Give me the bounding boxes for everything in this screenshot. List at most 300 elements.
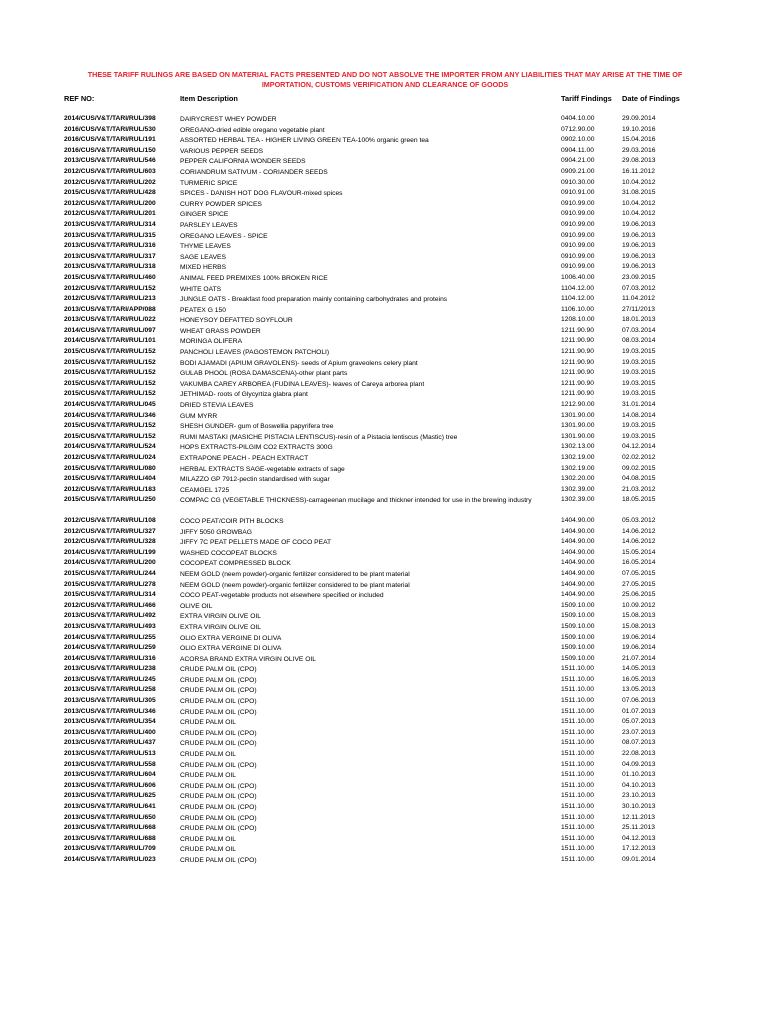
table-row	[0, 633, 768, 644]
table-row	[0, 294, 768, 305]
item-description: COCO PEAT/COIR PITH BLOCKS	[180, 517, 284, 525]
ref-number: 2012/CUS/V&T/TARI/RUL/152	[64, 284, 156, 292]
tariff-code: 1509.10.00	[561, 601, 595, 609]
table-row	[0, 262, 768, 273]
tariff-code: 0910.99.00	[561, 252, 595, 260]
item-description: PARSLEY LEAVES	[180, 221, 238, 229]
item-description: JUNGLE OATS - Breakfast food preparation mainly containing carbohydrates and proteins	[180, 296, 448, 304]
finding-date: 10.04.2012	[622, 199, 656, 207]
table-row	[0, 728, 768, 739]
finding-date: 21.07.2014	[622, 654, 656, 662]
ref-number: 2015/CUS/V&T/TARI/RUL/152	[64, 432, 156, 440]
table-row	[0, 305, 768, 316]
item-description: CRUDE PALM OIL	[180, 751, 236, 759]
ref-number: 2014/CUS/V&T/TARI/RUL/398	[64, 115, 156, 122]
tariff-code: 1301.90.00	[561, 432, 595, 440]
finding-date: 14.06.2012	[622, 527, 656, 535]
table-row	[0, 156, 768, 167]
table-row	[0, 537, 768, 548]
tariff-code: 0910.99.00	[561, 210, 595, 218]
finding-date: 22.08.2013	[622, 750, 656, 758]
finding-date: 16.05.2014	[622, 559, 656, 567]
finding-date: 19.06.2013	[622, 220, 656, 228]
item-description: HONEYSOY DEFATTED SOYFLOUR	[180, 317, 293, 325]
item-description: NEEM GOLD (neem powder)-organic fertilizer considered to be plant material	[180, 570, 410, 578]
item-description: GINGER SPICE	[180, 211, 229, 219]
tariff-code: 1509.10.00	[561, 654, 595, 662]
item-description: CRUDE PALM OIL (CPO)	[180, 687, 257, 695]
finding-date: 25.06.2015	[622, 591, 656, 599]
item-description: PANCHOLI LEAVES (PAGOSTEMON PATCHOLI)	[180, 349, 330, 357]
table-row	[0, 188, 768, 199]
finding-date: 31.01.2014	[622, 401, 656, 409]
ref-number: 2015/CUS/V&T/TARI/RUL/460	[64, 273, 156, 281]
item-description: COMPAC CG (VEGETABLE THICKNESS)-carrageenan mucilage and thickner intended for use in the brewing industry	[180, 497, 532, 505]
finding-date: 18.05.2015	[622, 496, 656, 504]
ref-number: 2014/CUS/V&T/TARI/RUL/316	[64, 654, 156, 662]
item-description: CRUDE PALM OIL (CPO)	[180, 856, 257, 864]
finding-date: 19.06.2013	[622, 231, 656, 239]
table-row	[0, 738, 768, 749]
table-row	[0, 813, 768, 824]
item-description: CRUDE PALM OIL	[180, 719, 236, 727]
tariff-code: 1302.39.00	[561, 485, 595, 493]
finding-date: 18.01.2013	[622, 316, 656, 324]
table-row	[0, 442, 768, 453]
ref-number: 2013/CUS/V&T/TARI/RUL/604	[64, 771, 156, 779]
table-row	[0, 717, 768, 728]
finding-date: 14.06.2012	[622, 538, 656, 546]
table-row	[0, 199, 768, 210]
item-description: ANIMAL FEED PREMIXES 100% BROKEN RICE	[180, 274, 328, 282]
ref-number: 2014/CUS/V&T/TARI/RUL/101	[64, 337, 156, 345]
finding-date: 19.03.2015	[622, 348, 656, 356]
item-description: WASHED COCOPEAT BLOCKS	[180, 549, 277, 557]
item-description: CURRY POWDER SPICES	[180, 200, 262, 208]
item-description: CEAMGEL 1725	[180, 486, 230, 494]
table-row	[0, 770, 768, 781]
finding-date: 05.07.2013	[622, 718, 656, 726]
table-row	[0, 760, 768, 771]
ref-number: 2016/CUS/V&T/TARI/RUL/191	[64, 136, 156, 144]
item-description: CRUDE PALM OIL (CPO)	[180, 804, 257, 811]
finding-date: 02.02.2012	[622, 454, 656, 461]
item-description: MILAZZO GP 7912-pectin standardised with sugar	[180, 476, 330, 484]
table-row	[0, 474, 768, 485]
tariff-code: 1404.90.00	[561, 569, 595, 577]
finding-date: 07.03.2014	[622, 326, 656, 334]
ref-number: 2013/CUS/V&T/TARI/RUL/258	[64, 686, 156, 694]
tariff-code: 0910.99.00	[561, 231, 595, 239]
table-row	[0, 464, 768, 475]
item-description: OLIO EXTRA VERGINE DI OLIVA	[180, 645, 282, 653]
tariff-code: 0904.11.00	[561, 146, 594, 154]
tariff-code: 0404.10.00	[561, 115, 595, 122]
ref-number: 2013/CUS/V&T/TARI/RUL/314	[64, 220, 156, 228]
table-row	[0, 178, 768, 189]
table-row	[0, 855, 768, 866]
tariff-code: 1511.10.00	[561, 728, 594, 736]
table-row	[0, 495, 768, 516]
ref-number: 2013/CUS/V&T/TARI/RUL/400	[64, 728, 156, 736]
item-description: WHEAT GRASS POWDER	[180, 327, 261, 335]
item-description: JETHIMAD- roots of Glycyrtiza glabra plant	[180, 391, 308, 399]
ref-number: 2013/CUS/V&T/TARI/RUL/316	[64, 242, 156, 250]
tariff-code: 1302.13.00	[561, 443, 595, 451]
finding-date: 19.03.2015	[622, 390, 656, 398]
ref-number: 2016/CUS/V&T/TARI/RUL/150	[64, 146, 156, 154]
item-description: EXTRA VIRGIN OLIVE OIL	[180, 623, 262, 631]
finding-date: 09.02.2015	[622, 464, 656, 472]
ref-number: 2013/CUS/V&T/TARI/RUL/546	[64, 157, 156, 165]
item-description: CRUDE PALM OIL (CPO)	[180, 676, 257, 684]
tariff-code: 1302.20.00	[561, 475, 595, 483]
ref-number: 2015/CUS/V&T/TARI/RUL/152	[64, 422, 156, 430]
table-row	[0, 823, 768, 834]
finding-date: 19.06.2014	[622, 633, 656, 641]
table-row	[0, 844, 768, 855]
finding-date: 29.08.2013	[622, 157, 656, 165]
item-description: DAIRYCREST WHEY POWDER	[180, 116, 277, 123]
finding-date: 15.08.2013	[622, 612, 656, 620]
tariff-code: 1211.90.90	[561, 326, 594, 334]
tariff-code: 1404.90.00	[561, 559, 595, 567]
finding-date: 23.09.2015	[622, 273, 656, 281]
ref-number: 2013/CUS/V&T/TARI/RUL/492	[64, 612, 156, 620]
finding-date: 10.04.2012	[622, 178, 656, 186]
finding-date: 07.06.2013	[622, 697, 656, 705]
table-row	[0, 569, 768, 580]
ref-number: 2013/CUS/V&T/TARI/RUL/688	[64, 834, 156, 842]
tariff-code: 1511.10.00	[561, 739, 594, 747]
table-row	[0, 548, 768, 559]
tariff-code: 1509.10.00	[561, 633, 595, 641]
table-row	[0, 167, 768, 178]
tariff-code: 0712.90.00	[561, 125, 595, 133]
tariff-code: 1211.90.90	[561, 379, 594, 387]
item-description: HERBAL EXTRACTS SAGE-vegetable extracts of sage	[180, 465, 345, 473]
ref-number: 2015/CUS/V&T/TARI/RUL/314	[64, 591, 156, 599]
ref-number: 2012/CUS/V&T/TARI/RUL/200	[64, 199, 156, 207]
ref-number: 2013/CUS/V&T/TARI/RUL/493	[64, 622, 156, 630]
tariff-code: 1511.10.00	[561, 718, 594, 726]
tariff-code: 1511.10.00	[561, 665, 594, 673]
table-row	[0, 802, 768, 813]
item-description: JIFFY 7C PEAT PELLETS MADE OF COCO PEAT	[180, 539, 332, 547]
item-description: JIFFY 5050 GROWBAG	[180, 528, 252, 536]
finding-date: 31.08.2015	[622, 189, 656, 197]
finding-date: 16.11.2012	[622, 167, 655, 175]
finding-date: 01.07.2013	[622, 707, 656, 715]
ref-number: 2013/CUS/V&T/TARI/RUL/641	[64, 803, 156, 810]
finding-date: 12.11.2013	[622, 813, 655, 821]
column-header-ref: REF NO:	[64, 94, 95, 103]
tariff-code: 1302.39.00	[561, 496, 595, 504]
finding-date: 15.04.2016	[622, 136, 656, 144]
item-description: CRUDE PALM OIL	[180, 772, 236, 780]
table-row	[0, 379, 768, 390]
ref-number: 2014/CUS/V&T/TARI/RUL/199	[64, 548, 156, 556]
tariff-code: 1302.19.00	[561, 464, 595, 472]
finding-date: 19.06.2013	[622, 263, 656, 271]
finding-date: 08.03.2014	[622, 337, 656, 345]
item-description: CRUDE PALM OIL (CPO)	[180, 825, 257, 833]
ref-number: 2013/CUS/V&T/TARI/RUL/317	[64, 252, 156, 260]
item-description: ACORSA BRAND EXTRA VIRGIN OLIVE OIL	[180, 655, 317, 663]
ref-number: 2015/CUS/V&T/TARI/RUL/152	[64, 369, 156, 377]
finding-date: 17.12.2013	[622, 845, 656, 853]
table-row	[0, 516, 768, 527]
item-description: THYME LEAVES	[180, 243, 231, 251]
item-description: SHESH GUNDER- gum of Boswellia papyrifera tree	[180, 423, 334, 431]
tariff-code: 1511.10.00	[561, 675, 594, 683]
column-header-tariff: Tariff Findings	[561, 94, 612, 103]
finding-date: 16.05.2013	[622, 675, 656, 683]
item-description: SPICES - DANISH HOT DOG FLAVOUR-mixed spices	[180, 190, 343, 198]
ref-number: 2014/CUS/V&T/TARI/RUL/255	[64, 633, 156, 641]
item-description: HOPS EXTRACTS-PILGIM CO2 EXTRACTS 300G	[180, 444, 333, 452]
tariff-code: 0904.21.00	[561, 157, 595, 165]
item-description: MORINGA OLIFERA	[180, 338, 243, 346]
item-description: CRUDE PALM OIL (CPO)	[180, 793, 257, 801]
table-row	[0, 675, 768, 686]
rulings-table	[0, 114, 768, 866]
ref-number: 2015/CUS/V&T/TARI/RUL/404	[64, 475, 156, 483]
finding-date: 04.09.2013	[622, 760, 656, 768]
ref-number: 2013/CUS/V&T/TARI/RUL/346	[64, 707, 156, 715]
tariff-code: 1511.10.00	[561, 697, 594, 705]
item-description: OLIO EXTRA VERGINE DI OLIVA	[180, 634, 282, 642]
table-row	[0, 749, 768, 760]
finding-date: 25.11.2013	[622, 824, 655, 832]
ref-number: 2014/CUS/V&T/TARI/RUL/346	[64, 411, 156, 419]
tariff-code: 1509.10.00	[561, 622, 595, 630]
table-row	[0, 685, 768, 696]
disclaimer-notice: THESE TARIFF RULINGS ARE BASED ON MATERIAL FACTS PRESENTED AND DO NOT ABSOLVE THE IMPORTER FROM ANY LIABILITIES THAT MAY ARISE AT THE TIME OF IMPORTATION, CUSTOMS VERIFICATION AND CLEARANCE OF GOODS	[87, 70, 683, 89]
ref-number: 2014/CUS/V&T/TARI/RUL/200	[64, 559, 156, 567]
ref-number: 2013/CUS/V&T/TARI/RUL/318	[64, 263, 156, 271]
item-description: CORIANDRUM SATIVUM - CORIANDER SEEDS	[180, 168, 328, 176]
table-row	[0, 781, 768, 792]
item-description: COCO PEAT-vegetable products not elsewhere specified or included	[180, 592, 384, 600]
item-description: PEATEX G 150	[180, 306, 226, 314]
tariff-code: 1509.10.00	[561, 612, 595, 620]
ref-number: 2012/CUS/V&T/TARI/RUL/328	[64, 538, 156, 546]
tariff-code: 0910.30.00	[561, 178, 595, 186]
finding-date: 27/11/2013	[622, 305, 655, 313]
item-description: CRUDE PALM OIL (CPO)	[180, 729, 257, 737]
ref-number: 2016/CUS/V&T/TARI/RUL/530	[64, 125, 156, 133]
finding-date: 05.03.2012	[622, 516, 656, 524]
table-row	[0, 231, 768, 242]
finding-date: 07.05.2015	[622, 569, 656, 577]
table-row	[0, 432, 768, 443]
ref-number: 2015/CUS/V&T/TARI/RUL/278	[64, 580, 156, 588]
tariff-code: 1302.19.00	[561, 454, 595, 461]
ref-number: 2013/CUS/V&T/TARI/RUL/650	[64, 813, 156, 821]
item-description: PEPPER CALIFORNIA WONDER SEEDS	[180, 158, 306, 166]
finding-date: 04.12.2013	[622, 834, 656, 842]
tariff-code: 1404.90.00	[561, 516, 595, 524]
item-description: TURMERIC SPICE	[180, 179, 238, 187]
tariff-code: 0910.99.00	[561, 199, 595, 207]
ref-number: 2015/CUS/V&T/TARI/RUL/080	[64, 464, 156, 472]
finding-date: 27.05.2015	[622, 580, 656, 588]
ref-number: 2012/CUS/V&T/TARI/RUL/024	[64, 454, 156, 461]
ref-number: 2012/CUS/V&T/TARI/RUL/202	[64, 178, 156, 186]
tariff-code: 1208.10.00	[561, 316, 595, 324]
tariff-code: 1404.90.00	[561, 580, 595, 588]
ref-number: 2013/CUS/V&T/TARI/RUL/668	[64, 824, 156, 832]
item-description: RUMI MASTAKI (MASICHE PISTACIA LENTISCUS)-resin of a Pistacia lentiscus (Mastic) tree	[180, 433, 458, 441]
finding-date: 19.10.2016	[622, 125, 656, 133]
finding-date: 21.03.2012	[622, 485, 656, 493]
tariff-code: 1404.90.00	[561, 548, 595, 556]
ref-number: 2012/CUS/V&T/TARI/RUL/213	[64, 295, 156, 303]
table-row	[0, 252, 768, 263]
table-row	[0, 558, 768, 569]
ref-number: 2012/CUS/V&T/TARI/RUL/201	[64, 210, 156, 218]
table-row	[0, 389, 768, 400]
tariff-code: 1104.12.00	[561, 295, 594, 303]
finding-date: 23.10.2013	[622, 792, 656, 800]
table-row	[0, 580, 768, 591]
tariff-code: 0909.21.00	[561, 167, 595, 175]
finding-date: 15.05.2014	[622, 548, 656, 556]
table-row	[0, 664, 768, 675]
item-description: CRUDE PALM OIL (CPO)	[180, 814, 257, 822]
tariff-code: 1006.40.00	[561, 273, 595, 281]
tariff-code: 1511.10.00	[561, 845, 594, 853]
ref-number: 2014/CUS/V&T/TARI/RUL/097	[64, 326, 156, 334]
table-row	[0, 411, 768, 422]
ref-number: 2012/CUS/V&T/TARI/RUL/466	[64, 601, 156, 609]
ref-number: 2014/CUS/V&T/TARI/RUL/259	[64, 644, 156, 652]
ref-number: 2013/CUS/V&T/TARI/RUL/315	[64, 231, 156, 239]
finding-date: 04.10.2013	[622, 781, 656, 789]
finding-date: 19.03.2015	[622, 379, 656, 387]
tariff-code: 1211.90.90	[561, 358, 594, 366]
ref-number: 2013/CUS/V&T/TARI/RUL/709	[64, 845, 156, 853]
ref-number: 2015/CUS/V&T/TARI/RUL/152	[64, 348, 156, 356]
ref-number: 2013/CUS/V&T/TARI/RUL/305	[64, 697, 156, 705]
item-description: VAKUMBA CAREY ARBOREA (FUDINA LEAVES)- leaves of Careya arborea plant	[180, 380, 425, 388]
ref-number: 2015/CUS/V&T/TARI/RUL/152	[64, 358, 156, 366]
tariff-code: 0910.99.00	[561, 242, 595, 250]
item-description: WHITE OATS	[180, 285, 222, 293]
tariff-code: 1301.90.00	[561, 422, 595, 430]
item-description: CRUDE PALM OIL	[180, 846, 236, 854]
table-row	[0, 654, 768, 665]
table-row	[0, 125, 768, 136]
finding-date: 19.06.2013	[622, 242, 656, 250]
finding-date: 15.08.2013	[622, 622, 656, 630]
finding-date: 14.08.2014	[622, 411, 656, 419]
ref-number: 2013/CUS/V&T/TARI/RUL/245	[64, 675, 156, 683]
item-description: GUM MYRR	[180, 412, 218, 420]
ref-number: 2015/CUS/V&T/TARI/RUL/244	[64, 569, 156, 577]
tariff-code: 1511.10.00	[561, 855, 594, 863]
tariff-code: 1211.90.90	[561, 390, 594, 398]
item-description: OREGANO LEAVES - SPICE	[180, 232, 268, 240]
tariff-code: 1511.10.00	[561, 781, 594, 789]
ref-number: 2012/CUS/V&T/TARI/RUL/183	[64, 485, 156, 493]
item-description: BODI AJAMADI (APIUM GRAVOLENS)- seeds of Apium graveolens celery plant	[180, 359, 418, 367]
finding-date: 29.03.2016	[622, 146, 656, 154]
ref-number: 2013/CUS/V&T/TARI/RUL/238	[64, 665, 156, 673]
finding-date: 13.05.2013	[622, 686, 656, 694]
finding-date: 10.04.2012	[622, 210, 656, 218]
item-description: OREGANO-dried edible oregano vegetable plant	[180, 126, 325, 134]
item-description: NEEM GOLD (neem powder)-organic fertilizer considered to be plant material	[180, 581, 410, 589]
ref-number: 2013/CUS/V&T/TARI/RUL/606	[64, 781, 156, 789]
table-row	[0, 220, 768, 231]
item-description: COCOPEAT COMPRESSED BLOCK	[180, 560, 291, 568]
table-row	[0, 611, 768, 622]
table-row	[0, 146, 768, 157]
column-header-description: Item Description	[180, 94, 238, 103]
tariff-code: 1211.90.90	[561, 348, 594, 356]
table-row	[0, 358, 768, 369]
tariff-code: 1511.10.00	[561, 771, 594, 779]
table-row	[0, 326, 768, 337]
tariff-code: 1511.10.00	[561, 803, 594, 810]
ref-number: 2014/CUS/V&T/TARI/RUL/045	[64, 401, 156, 409]
finding-date: 19.03.2015	[622, 358, 656, 366]
item-description: CRUDE PALM OIL (CPO)	[180, 740, 257, 748]
item-description: CRUDE PALM OIL (CPO)	[180, 698, 257, 706]
ref-number: 2013/CUS/V&T/TARI/RUL/437	[64, 739, 156, 747]
tariff-code: 1511.10.00	[561, 834, 594, 842]
table-row	[0, 315, 768, 326]
tariff-code: 0910.99.00	[561, 263, 595, 271]
ref-number: 2012/CUS/V&T/TARI/RUL/327	[64, 527, 156, 535]
tariff-code: 1509.10.00	[561, 644, 595, 652]
table-row	[0, 209, 768, 220]
table-row	[0, 453, 768, 464]
table-row	[0, 707, 768, 718]
finding-date: 07.03.2012	[622, 284, 656, 292]
table-row	[0, 834, 768, 845]
tariff-code: 1212.90.00	[561, 401, 595, 409]
ref-number: 2015/CUS/V&T/TARI/RUL/152	[64, 390, 156, 398]
finding-date: 10.09.2012	[622, 601, 656, 609]
tariff-code: 1511.10.00	[561, 824, 594, 832]
item-description: EXTRA VIRGIN OLIVE OIL	[180, 613, 262, 621]
item-description: OLIVE OIL	[180, 602, 213, 610]
table-row	[0, 527, 768, 538]
tariff-code: 1511.10.00	[561, 760, 594, 768]
ref-number: 2013/CUS/V&T/TARI/RUL/022	[64, 316, 156, 324]
finding-date: 23.07.2013	[622, 728, 656, 736]
finding-date: 19.06.2014	[622, 644, 656, 652]
tariff-code: 0910.99.00	[561, 220, 595, 228]
table-row	[0, 485, 768, 496]
table-row	[0, 601, 768, 612]
finding-date: 19.03.2015	[622, 432, 656, 440]
tariff-code: 1404.90.00	[561, 591, 595, 599]
ref-number: 2012/CUS/V&T/TARI/RUL/603	[64, 167, 156, 175]
table-row	[0, 273, 768, 284]
ref-number: 2013/CUS/V&T/TARI/RUL/558	[64, 760, 156, 768]
ref-number: 2015/CUS/V&T/TARI/RUL/428	[64, 189, 156, 197]
ref-number: 2013/CUS/V&T/TARI/RUL/354	[64, 718, 156, 726]
item-description: EXTRAPONE PEACH - PEACH EXTRACT	[180, 455, 309, 462]
table-row	[0, 791, 768, 802]
item-description: VARIOUS PEPPER SEEDS	[180, 147, 264, 155]
item-description: CRUDE PALM OIL (CPO)	[180, 708, 257, 716]
tariff-code: 0902.10.00	[561, 136, 595, 144]
